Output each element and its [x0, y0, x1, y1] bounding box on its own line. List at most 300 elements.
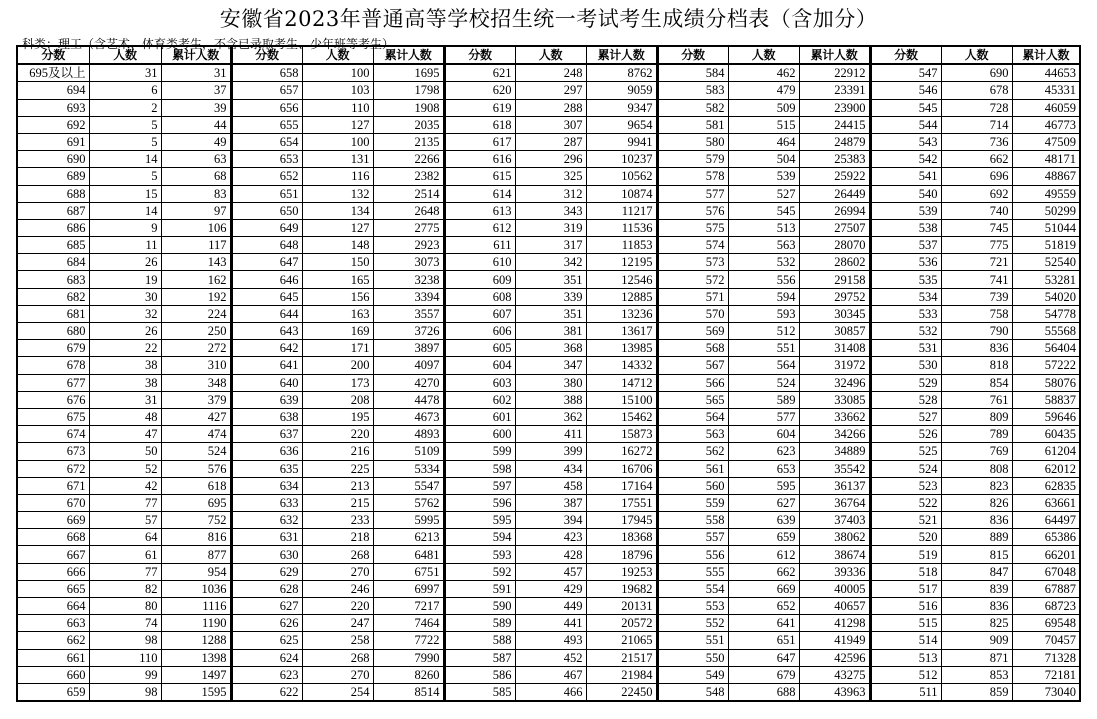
table-row	[17, 219, 1080, 236]
count-header: 人数	[728, 46, 799, 64]
count-cell: 853	[941, 666, 1012, 683]
score-cell: 615	[444, 168, 515, 185]
count-cell: 150	[302, 254, 373, 271]
score-cell: 692	[17, 116, 89, 133]
cumulative-cell: 1695	[373, 64, 444, 82]
count-cell: 14	[89, 151, 161, 168]
cumulative-cell: 1398	[161, 649, 231, 666]
count-cell: 593	[728, 305, 799, 322]
cumulative-cell: 524	[161, 443, 231, 460]
cumulative-cell: 49559	[1012, 185, 1080, 202]
cumulative-cell: 13236	[586, 305, 657, 322]
table-row	[17, 426, 1080, 443]
score-cell: 693	[17, 99, 89, 116]
cumulative-cell: 38062	[799, 529, 870, 546]
score-cell: 597	[444, 477, 515, 494]
cumulative-cell: 46773	[1012, 116, 1080, 133]
score-cell: 662	[17, 632, 89, 649]
count-cell: 99	[89, 666, 161, 683]
count-cell: 789	[941, 426, 1012, 443]
score-cell: 580	[657, 133, 728, 150]
cumulative-cell: 11217	[586, 202, 657, 219]
score-cell: 684	[17, 254, 89, 271]
score-cell: 554	[657, 580, 728, 597]
cumulative-cell: 34889	[799, 443, 870, 460]
count-cell: 296	[515, 151, 586, 168]
score-cell: 534	[870, 288, 941, 305]
score-cell: 567	[657, 357, 728, 374]
table-row	[17, 374, 1080, 391]
cumulative-cell: 72181	[1012, 666, 1080, 683]
cumulative-cell: 20572	[586, 615, 657, 632]
score-cell: 540	[870, 185, 941, 202]
count-cell: 441	[515, 615, 586, 632]
cumulative-cell: 5762	[373, 494, 444, 511]
table-row	[17, 580, 1080, 597]
cumulative-cell: 97	[161, 202, 231, 219]
cumulative-cell: 5995	[373, 512, 444, 529]
count-cell: 458	[515, 477, 586, 494]
count-cell: 493	[515, 632, 586, 649]
count-cell: 434	[515, 460, 586, 477]
score-cell: 695及以上	[17, 64, 89, 82]
score-header: 分数	[870, 46, 941, 64]
score-cell: 672	[17, 460, 89, 477]
score-cell: 638	[231, 408, 302, 425]
count-cell: 679	[728, 666, 799, 683]
score-cell: 565	[657, 391, 728, 408]
cumulative-cell: 5334	[373, 460, 444, 477]
score-cell: 531	[870, 340, 941, 357]
cumulative-cell: 4478	[373, 391, 444, 408]
score-cell: 530	[870, 357, 941, 374]
count-cell: 50	[89, 443, 161, 460]
cumulative-cell: 29752	[799, 288, 870, 305]
score-cell: 655	[231, 116, 302, 133]
count-cell: 173	[302, 374, 373, 391]
count-cell: 428	[515, 546, 586, 563]
count-cell: 652	[728, 598, 799, 615]
score-cell: 558	[657, 512, 728, 529]
table-row	[17, 443, 1080, 460]
table-row	[17, 305, 1080, 322]
cumulative-cell: 27507	[799, 219, 870, 236]
count-cell: 270	[302, 563, 373, 580]
cumulative-header: 累计人数	[586, 46, 657, 64]
score-cell: 547	[870, 64, 941, 82]
cumulative-cell: 7464	[373, 615, 444, 632]
cumulative-cell: 19253	[586, 563, 657, 580]
cumulative-cell: 41298	[799, 615, 870, 632]
cumulative-cell: 37	[161, 82, 231, 99]
score-cell: 610	[444, 254, 515, 271]
count-cell: 14	[89, 202, 161, 219]
cumulative-cell: 26994	[799, 202, 870, 219]
score-cell: 649	[231, 219, 302, 236]
table-row	[17, 460, 1080, 477]
table-row	[17, 254, 1080, 271]
count-cell: 577	[728, 408, 799, 425]
score-cell: 575	[657, 219, 728, 236]
count-cell: 200	[302, 357, 373, 374]
count-cell: 342	[515, 254, 586, 271]
count-cell: 411	[515, 426, 586, 443]
cumulative-cell: 348	[161, 374, 231, 391]
score-header: 分数	[17, 46, 89, 64]
count-cell: 524	[728, 374, 799, 391]
cumulative-cell: 45331	[1012, 82, 1080, 99]
cumulative-cell: 44	[161, 116, 231, 133]
score-cell: 663	[17, 615, 89, 632]
score-cell: 555	[657, 563, 728, 580]
count-cell: 82	[89, 580, 161, 597]
count-cell: 449	[515, 598, 586, 615]
score-cell: 528	[870, 391, 941, 408]
score-cell: 525	[870, 443, 941, 460]
count-cell: 758	[941, 305, 1012, 322]
score-cell: 660	[17, 666, 89, 683]
count-cell: 741	[941, 271, 1012, 288]
table-row	[17, 357, 1080, 374]
count-cell: 595	[728, 477, 799, 494]
table-row	[17, 99, 1080, 116]
cumulative-cell: 11536	[586, 219, 657, 236]
cumulative-cell: 60435	[1012, 426, 1080, 443]
cumulative-cell: 2135	[373, 133, 444, 150]
score-cell: 603	[444, 374, 515, 391]
count-cell: 15	[89, 185, 161, 202]
cumulative-cell: 33085	[799, 391, 870, 408]
score-cell: 635	[231, 460, 302, 477]
score-cell: 526	[870, 426, 941, 443]
count-cell: 825	[941, 615, 1012, 632]
cumulative-cell: 18796	[586, 546, 657, 563]
cumulative-header: 累计人数	[373, 46, 444, 64]
count-cell: 871	[941, 649, 1012, 666]
score-cell: 544	[870, 116, 941, 133]
score-table	[16, 45, 1081, 702]
table-row	[17, 632, 1080, 649]
score-cell: 673	[17, 443, 89, 460]
cumulative-cell: 12546	[586, 271, 657, 288]
cumulative-cell: 143	[161, 254, 231, 271]
cumulative-cell: 954	[161, 563, 231, 580]
count-cell: 512	[728, 323, 799, 340]
count-cell: 457	[515, 563, 586, 580]
score-cell: 613	[444, 202, 515, 219]
score-cell: 568	[657, 340, 728, 357]
cumulative-cell: 474	[161, 426, 231, 443]
score-cell: 572	[657, 271, 728, 288]
count-cell: 42	[89, 477, 161, 494]
count-cell: 225	[302, 460, 373, 477]
cumulative-cell: 39	[161, 99, 231, 116]
cumulative-cell: 71328	[1012, 649, 1080, 666]
count-cell: 714	[941, 116, 1012, 133]
count-cell: 64	[89, 529, 161, 546]
count-cell: 163	[302, 305, 373, 322]
cumulative-cell: 67048	[1012, 563, 1080, 580]
cumulative-cell: 618	[161, 477, 231, 494]
cumulative-cell: 192	[161, 288, 231, 305]
count-cell: 739	[941, 288, 1012, 305]
cumulative-cell: 59646	[1012, 408, 1080, 425]
score-cell: 524	[870, 460, 941, 477]
table-row	[17, 151, 1080, 168]
score-cell: 636	[231, 443, 302, 460]
count-header: 人数	[302, 46, 373, 64]
table-row	[17, 116, 1080, 133]
cumulative-cell: 695	[161, 494, 231, 511]
cumulative-cell: 10562	[586, 168, 657, 185]
score-cell: 627	[231, 598, 302, 615]
count-header: 人数	[941, 46, 1012, 64]
cumulative-cell: 63661	[1012, 494, 1080, 511]
score-cell: 560	[657, 477, 728, 494]
cumulative-cell: 54020	[1012, 288, 1080, 305]
count-cell: 195	[302, 408, 373, 425]
cumulative-cell: 69548	[1012, 615, 1080, 632]
cumulative-cell: 9347	[586, 99, 657, 116]
cumulative-cell: 12195	[586, 254, 657, 271]
count-cell: 564	[728, 357, 799, 374]
count-cell: 429	[515, 580, 586, 597]
score-cell: 677	[17, 374, 89, 391]
score-cell: 612	[444, 219, 515, 236]
score-cell: 521	[870, 512, 941, 529]
page-title: 安徽省2023年普通高等学校招生统一考试考生成绩分档表（含加分）	[219, 7, 878, 31]
score-cell: 600	[444, 426, 515, 443]
count-cell: 769	[941, 443, 1012, 460]
count-cell: 48	[89, 408, 161, 425]
score-cell: 659	[17, 683, 89, 701]
score-cell: 563	[657, 426, 728, 443]
count-cell: 9	[89, 219, 161, 236]
count-cell: 423	[515, 529, 586, 546]
score-cell: 665	[17, 580, 89, 597]
cumulative-cell: 11853	[586, 237, 657, 254]
table-row	[17, 340, 1080, 357]
cumulative-cell: 61204	[1012, 443, 1080, 460]
cumulative-cell: 10874	[586, 185, 657, 202]
table-row	[17, 168, 1080, 185]
cumulative-cell: 117	[161, 237, 231, 254]
count-cell: 287	[515, 133, 586, 150]
count-cell: 52	[89, 460, 161, 477]
score-cell: 619	[444, 99, 515, 116]
cumulative-cell: 64497	[1012, 512, 1080, 529]
score-cell: 658	[231, 64, 302, 82]
cumulative-cell: 2648	[373, 202, 444, 219]
cumulative-cell: 16272	[586, 443, 657, 460]
cumulative-cell: 37403	[799, 512, 870, 529]
cumulative-cell: 19682	[586, 580, 657, 597]
score-cell: 683	[17, 271, 89, 288]
score-cell: 553	[657, 598, 728, 615]
score-cell: 653	[231, 151, 302, 168]
score-cell: 634	[231, 477, 302, 494]
score-cell: 532	[870, 323, 941, 340]
count-header: 人数	[515, 46, 586, 64]
cumulative-cell: 6481	[373, 546, 444, 563]
count-cell: 380	[515, 374, 586, 391]
score-cell: 690	[17, 151, 89, 168]
cumulative-cell: 21065	[586, 632, 657, 649]
score-cell: 518	[870, 563, 941, 580]
score-cell: 687	[17, 202, 89, 219]
count-cell: 551	[728, 340, 799, 357]
table-header-row	[17, 46, 1080, 64]
cumulative-cell: 67887	[1012, 580, 1080, 597]
score-cell: 550	[657, 649, 728, 666]
count-cell: 325	[515, 168, 586, 185]
score-cell: 573	[657, 254, 728, 271]
table-row	[17, 666, 1080, 683]
score-cell: 562	[657, 443, 728, 460]
score-cell: 611	[444, 237, 515, 254]
table-row	[17, 649, 1080, 666]
count-cell: 462	[728, 64, 799, 82]
score-cell: 674	[17, 426, 89, 443]
score-cell: 664	[17, 598, 89, 615]
count-cell: 218	[302, 529, 373, 546]
count-cell: 647	[728, 649, 799, 666]
score-cell: 556	[657, 546, 728, 563]
count-cell: 809	[941, 408, 1012, 425]
cumulative-cell: 3238	[373, 271, 444, 288]
cumulative-cell: 14712	[586, 374, 657, 391]
score-cell: 640	[231, 374, 302, 391]
count-cell: 464	[728, 133, 799, 150]
table-row	[17, 494, 1080, 511]
cumulative-cell: 17945	[586, 512, 657, 529]
score-cell: 620	[444, 82, 515, 99]
cumulative-cell: 9059	[586, 82, 657, 99]
score-cell: 589	[444, 615, 515, 632]
table-row	[17, 133, 1080, 150]
cumulative-cell: 48171	[1012, 151, 1080, 168]
cumulative-cell: 1190	[161, 615, 231, 632]
count-cell: 134	[302, 202, 373, 219]
cumulative-cell: 22450	[586, 683, 657, 701]
cumulative-cell: 576	[161, 460, 231, 477]
count-cell: 220	[302, 426, 373, 443]
cumulative-cell: 54778	[1012, 305, 1080, 322]
score-cell: 622	[231, 683, 302, 701]
score-cell: 642	[231, 340, 302, 357]
score-cell: 675	[17, 408, 89, 425]
score-cell: 587	[444, 649, 515, 666]
cumulative-cell: 8762	[586, 64, 657, 82]
count-cell: 836	[941, 512, 1012, 529]
cumulative-cell: 7217	[373, 598, 444, 615]
score-cell: 694	[17, 82, 89, 99]
cumulative-cell: 6997	[373, 580, 444, 597]
count-cell: 103	[302, 82, 373, 99]
cumulative-cell: 272	[161, 340, 231, 357]
score-cell: 670	[17, 494, 89, 511]
count-cell: 233	[302, 512, 373, 529]
cumulative-cell: 13617	[586, 323, 657, 340]
score-cell: 538	[870, 219, 941, 236]
cumulative-cell: 68723	[1012, 598, 1080, 615]
score-cell: 633	[231, 494, 302, 511]
count-cell: 589	[728, 391, 799, 408]
score-cell: 588	[444, 632, 515, 649]
cumulative-cell: 49	[161, 133, 231, 150]
table-row	[17, 391, 1080, 408]
cumulative-cell: 310	[161, 357, 231, 374]
cumulative-cell: 5547	[373, 477, 444, 494]
cumulative-cell: 40005	[799, 580, 870, 597]
cumulative-cell: 47509	[1012, 133, 1080, 150]
count-cell: 312	[515, 185, 586, 202]
score-cell: 686	[17, 219, 89, 236]
table-row	[17, 598, 1080, 615]
count-cell: 362	[515, 408, 586, 425]
cumulative-cell: 6751	[373, 563, 444, 580]
count-cell: 288	[515, 99, 586, 116]
score-cell: 514	[870, 632, 941, 649]
score-cell: 591	[444, 580, 515, 597]
cumulative-cell: 7722	[373, 632, 444, 649]
score-cell: 536	[870, 254, 941, 271]
cumulative-cell: 28070	[799, 237, 870, 254]
score-cell: 578	[657, 168, 728, 185]
cumulative-cell: 1036	[161, 580, 231, 597]
cumulative-cell: 15100	[586, 391, 657, 408]
count-cell: 5	[89, 168, 161, 185]
cumulative-cell: 53281	[1012, 271, 1080, 288]
score-cell: 546	[870, 82, 941, 99]
score-cell: 594	[444, 529, 515, 546]
count-cell: 110	[302, 99, 373, 116]
cumulative-cell: 56404	[1012, 340, 1080, 357]
score-cell: 596	[444, 494, 515, 511]
count-cell: 515	[728, 116, 799, 133]
score-cell: 548	[657, 683, 728, 701]
score-cell: 539	[870, 202, 941, 219]
count-cell: 77	[89, 494, 161, 511]
count-cell: 156	[302, 288, 373, 305]
score-cell: 512	[870, 666, 941, 683]
cumulative-cell: 224	[161, 305, 231, 322]
cumulative-cell: 4097	[373, 357, 444, 374]
count-cell: 171	[302, 340, 373, 357]
cumulative-cell: 2923	[373, 237, 444, 254]
score-cell: 557	[657, 529, 728, 546]
count-cell: 509	[728, 99, 799, 116]
count-cell: 268	[302, 546, 373, 563]
score-header: 分数	[657, 46, 728, 64]
score-cell: 513	[870, 649, 941, 666]
score-cell: 549	[657, 666, 728, 683]
cumulative-cell: 43275	[799, 666, 870, 683]
score-cell: 628	[231, 580, 302, 597]
cumulative-cell: 2382	[373, 168, 444, 185]
count-cell: 836	[941, 598, 1012, 615]
count-cell: 826	[941, 494, 1012, 511]
table-row	[17, 529, 1080, 546]
count-cell: 347	[515, 357, 586, 374]
count-cell: 110	[89, 649, 161, 666]
cumulative-cell: 21517	[586, 649, 657, 666]
score-header: 分数	[444, 46, 515, 64]
cumulative-cell: 1288	[161, 632, 231, 649]
count-cell: 127	[302, 219, 373, 236]
score-cell: 590	[444, 598, 515, 615]
cumulative-cell: 31972	[799, 357, 870, 374]
